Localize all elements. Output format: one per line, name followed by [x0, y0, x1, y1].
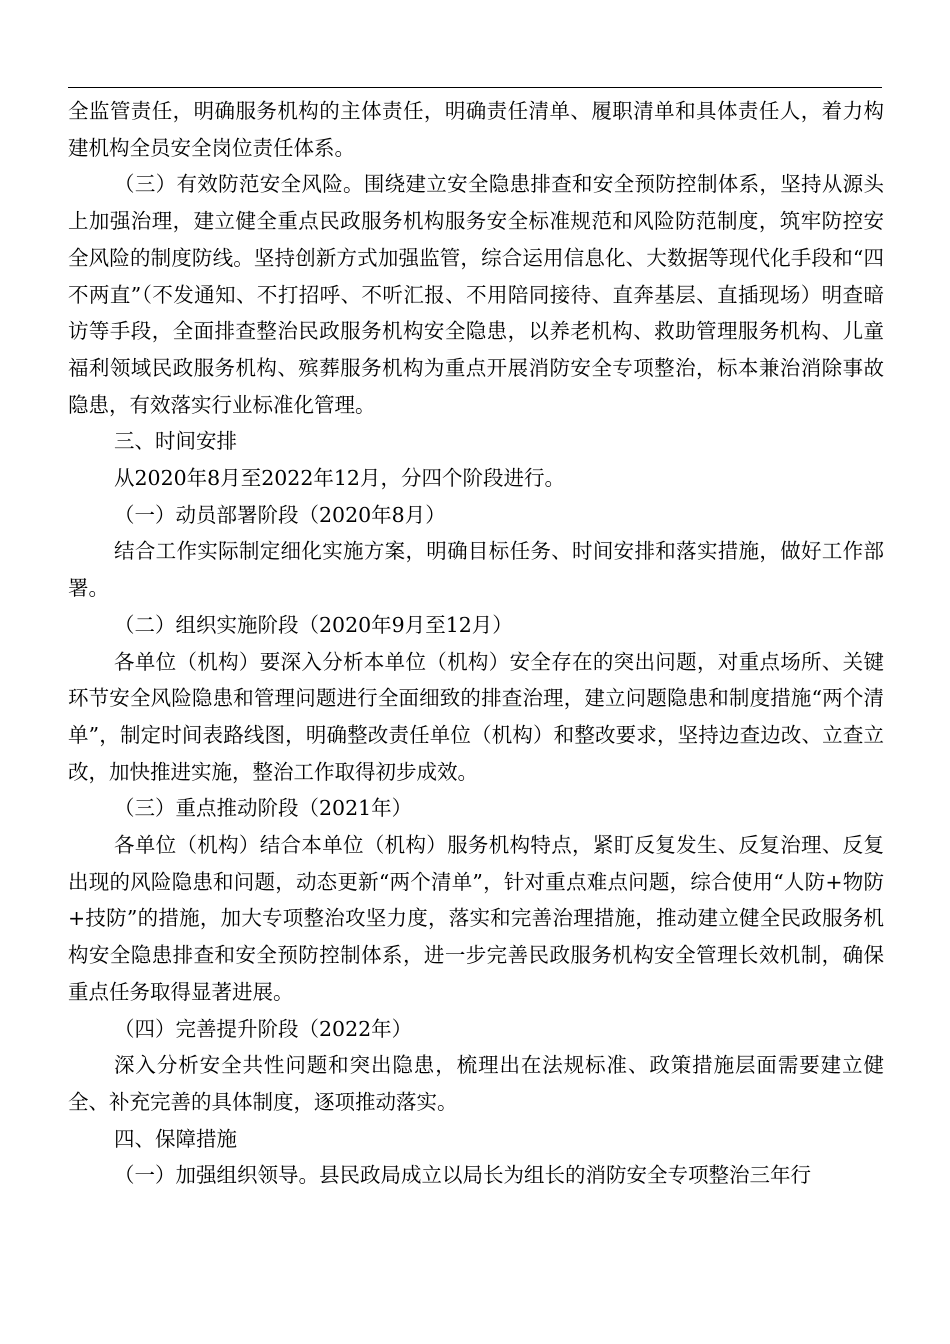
paragraph: 深入分析安全共性问题和突出隐患，梳理出在法规标准、政策措施层面需要建立健全、补充完善的具体制度，逐项推动落实。: [68, 1053, 884, 1114]
subsection-heading: （三）重点推动阶段（2021年）: [114, 796, 413, 821]
paragraph: 各单位（机构）要深入分析本单位（机构）安全存在的突出问题，对重点场所、关键环节安全风险隐患和管理问题进行全面细致的排查治理，建立问题隐患和制度措施“两个清单”，制定时间表路线图，明确整改责任单位（机构）和整改要求，坚持边查边改、立查立改，加快推进实施，整治工作取得初步成效。: [68, 649, 884, 784]
body-text: [68, 93, 884, 1194]
section-heading: 三、时间安排: [114, 429, 237, 454]
subsection-heading: （一）动员部署阶段（2020年8月）: [114, 502, 446, 527]
subsection-heading: （二）组织实施阶段（2020年9月至12月）: [114, 612, 513, 637]
paragraph: 各单位（机构）结合本单位（机构）服务机构特点，紧盯反复发生、反复治理、反复出现的风险隐患和问题，动态更新“两个清单”，针对重点难点问题，综合使用“人防+物防+技防”的措施，加大专项整治攻坚力度，落实和完善治理措施，推动建立健全民政服务机构安全隐患排查和安全预防控制体系，进一步完善民政服务机构安全管理长效机制，确保重点任务取得显著进展。: [68, 833, 884, 1004]
paragraph: 结合工作实际制定细化实施方案，明确目标任务、时间安排和落实措施，做好工作部署。: [68, 539, 884, 601]
paragraph: 全监管责任，明确服务机构的主体责任，明确责任清单、履职清单和具体责任人，着力构建机构全员安全岗位责任体系。: [68, 99, 884, 160]
subsection-heading: （四）完善提升阶段（2022年）: [114, 1016, 413, 1041]
paragraph: 从2020年8月至2022年12月，分四个阶段进行。: [114, 466, 565, 491]
header-rule: [68, 87, 882, 88]
paragraph: （一）加强组织领导。县民政局成立以局长为组长的消防安全专项整治三年行: [114, 1163, 811, 1188]
paragraph: （三）有效防范安全风险。围绕建立安全隐患排查和安全预防控制体系，坚持从源头上加强治理，建立健全重点民政服务机构服务安全标准规范和风险防范制度，筑牢防控安全风险的制度防线。坚持创新方式加强监管，综合运用信息化、大数据等现代化手段和“四不两直”（不发通知、不打招呼、不听汇报、不用陪同接待、直奔基层、直插现场）明查暗访等手段，全面排查整治民政服务机构安全隐患，以养老机构、救助管理服务机构、儿童福利领域民政服务机构、殡葬服务机构为重点开展消防安全专项整治，标本兼治消除事故隐患，有效落实行业标准化管理。: [68, 172, 884, 417]
section-heading: 四、保障措施: [114, 1126, 237, 1151]
